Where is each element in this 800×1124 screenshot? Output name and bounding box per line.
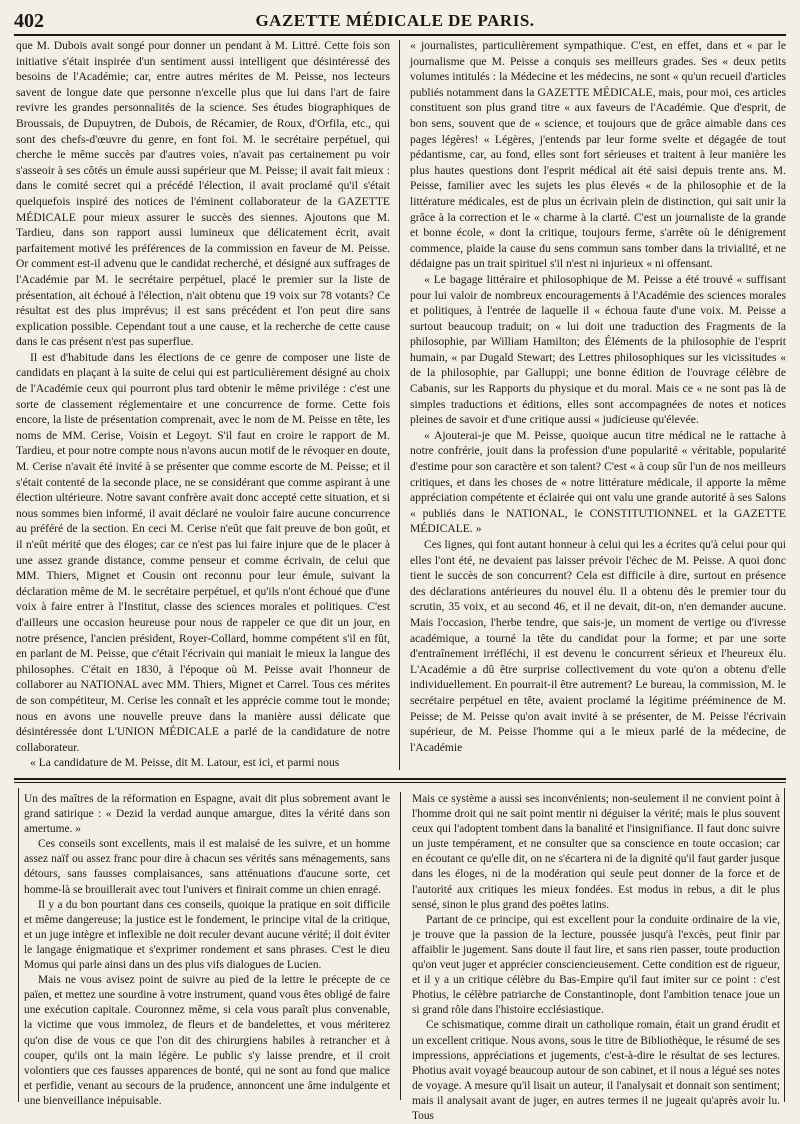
feuilleton-paragraph: Ce schismatique, comme dirait un catholique romain, était un grand érudit et un excellent critique. Nous avons, sous le titre de Bibliothèque, le résumé de ses impressions, appréciations et jugements, c'est-à-dire le résultat de ses lectures. Photius avait voyagé beaucoup autour de son cabinet, et il nous a légué ses notes de voyage. A mesure qu'il lisait un auteur, il l'analysait et donnait son sentiment; mais il analysait avant de juger, en autres termes il ne jugeait qu'après avoir lu. Tous: [412, 1019, 780, 1122]
page-header: [14, 8, 786, 36]
feuilleton-column-right: [412, 792, 780, 1122]
feuilleton-rule-thin: [14, 782, 786, 783]
feuilleton-rule: [14, 778, 786, 780]
article-paragraph: « journalistes, particulièrement sympathique. C'est, en effet, dans et « par le journalisme que M. Peisse a conquis ses meilleurs grades. Ses « deux petits volumes intitulés : la Médecine et les médecins, ne sont « qu'un recueil d'articles publiés notamment dans la GAZETTE MÉDICALE, mais, pour moi, ces articles constituent son plus grand titre « aux faveurs de l'Académie. Que d'esprit, de bon sens, souvent que de « science, et toujours que de grâce aimable dans ces pages légères! « Légères, j'entends par leur forme svelte et dégagée de tout pédantisme, car, au fond, elles sont fort sérieuses et traitent à leur manière les plus hautes questions dont l'esprit médical ait été saisi depuis trente ans. M. Peisse, familier avec les sujets les plus élevés « de la philosophie et de la littérature médicales, est de plus un écrivain plein de distinction, qui sait unir la grâce à la correction et le « charme à la clarté. C'est un journaliste de la grande et bonne école, « dont la critique, toujours ferme, s'arrête où le dénigrement commence, plaide la cause du sens commun sans tomber dans la trivialité, et ne dédaigne pas un trait spirituel s'il n'est ni injurieux « ni offensant.: [410, 39, 786, 271]
article-paragraph: « Ajouterai-je que M. Peisse, quoique aucun titre médical ne le rattache à notre confrérie, jouit dans la profession d'une popularité « véritable, popularité d'estime pour son caractère et son talent? C'est « à coup sûr l'un de nos meilleurs critiques, et dans les choses de « notre littérature médicale, il apporte la même appréciation compétente et éclairée qui ont valu une grande autorité à ses Salons « publiés dans le NATIONAL, le CONSTITUTIONNEL et la GAZETTE MÉDICALE. »: [410, 428, 786, 536]
journal-title: GAZETTE MÉDICALE DE PARIS.: [255, 11, 535, 30]
article-paragraph: « La candidature de M. Peisse, dit M. Latour, est ici, et parmi nous: [30, 756, 340, 770]
feuilleton-paragraph: Il y a du bon pourtant dans ces conseils, quoique la pratique en soit difficile et même dangereuse; la justice est le fondement, le principe vital de la critique, et un juge intègre et inflexible ne doit reculer devant aucune vérité; il doit éviter le langage énigmatique et s'exprimer rondement et sans phrases. C'est le dieu Momus qui parle ainsi dans un des plus vifs dialogues de Lucien.: [24, 898, 390, 972]
feuilleton-border-right: [784, 788, 785, 1102]
article-paragraph: « Le bagage littéraire et philosophique de M. Peisse a été trouvé « suffisant pour lui valoir de nombreux encouragements à l'Académie des sciences morales et politiques, à l'entrée de laquelle il « échoua faute d'une voix. M. Peisse a surtout beaucoup traduit; on « lui doit une traduction des Fragments de la philosophie, par William Hamilton; des Éléments de la philosophie de l'esprit humain, « par Dugald Stewart; des Lettres philosophiques sur les vicissitudes « de la philosophie, par Galluppi; une bonne édition de l'ouvrage célèbre de Cabanis, sur les Rapports du physique et du moral. Mais ce « ne sont pas là de simples traductions et éditions, elles sont accompagnées de notes et notices pleines de savoir et d'une critique aussi « judicieuse qu'élevée.: [410, 272, 786, 427]
page-number: 402: [14, 9, 44, 32]
article-column-left: [16, 38, 390, 772]
feuilleton-paragraph: Mais ne vous avisez point de suivre au pied de la lettre le précepte de ce païen, et mettez une sourdine à votre instrument, quand vous êtes obligé de faire une exécution capitale. Couronnez même, si cela vous paraît plus convenable, la victime que vous immolez, de fleurs et de bandelettes, et vous mériterez qu'on dise de vous ce que l'on dit des chirurgiens habiles à retrancher et à couper, qu'ils ont la main légère. Le public s'y laisse prendre, et il croit volontiers que ces fausses apparences de bonté, qui ne sont au fond que malice et perfidie, venant au secours de la prudence, annoncent une âme indulgente et une bienveillance inépuisable.: [24, 974, 390, 1107]
feuilleton-paragraph: Partant de ce principe, qui est excellent pour la conduite ordinaire de la vie, je trouve que la passion de la lecture, poussée jusqu'à l'excès, peut finir par affaiblir le jugement. Sans doute il faut lire, et sans rien passer, toute production qu'on veut juger et apprécier consciencieusement. Cette condition est de rigueur, et il y a un critique célèbre du Bas-Empire qu'il faut imiter sur ce point : c'est Photius, le célèbre patriarche de Constantinople, dont l'ambition tenace joue un si grand rôle dans l'histoire ecclésiastique.: [412, 913, 780, 1017]
article-paragraph: Il est d'habitude dans les élections de ce genre de composer une liste de candidats en plaçant à la suite de celui qui est particulièrement désigné au choix de l'Académie ceux qui pourront plus tard obtenir le même privilége : c'est une sorte de classement réglementaire et une concurrence de forme. Cette fois encore, la liste de présentation comprenait, avec le nom de M. Peisse en tête, les noms de MM. Cerise, Voisin et Legoyt. S'il faut en croire le rapport de M. Tardieu, et pour notre compte nous n'avons aucun motif de le révoquer en doute, M. Cerise n'avait été invité à se présenter que comme escorte de M. Peisse; et il s'était contenté de la seconde place, ne se considérant que comme aspirant à une élection ultérieure. Notre savant confrère avait donc accepté cette situation, et si nous sommes bien informé, il avait déclaré ne vouloir faire aucune concurrence au préféré de la section. En ceci M. Cerise n'eût que fait preuve de bon goût, et il n'eût mérité que des éloges; car ce n'est pas lui faire injure que de le placer à une assez grande distance, comme penseur et comme écrivain, de celui que MM. Thiers, Mignet et Cousin ont reconnu pour leur émule, suivant la déclaration même de M. le secrétaire perpétuel, et qu'ils n'ont échoué que d'une voix à faire entrer à l'Institut, classe des sciences morales et politiques. C'est d'ailleurs une occasion heureuse pour nous de rappeler ce que dit un jour, en notre présence, l'ancien président, Royer-Collard, homme compétent s'il en fût, en parlant de M. Peisse, que c'était l'écrivain qui maniait le mieux la langue des philosophes. C'était en 1830, à l'époque où M. Peisse avait l'honneur de collaborer au NATIONAL avec MM. Thiers, Mignet et Carrel. Tous ces mérites de son compétiteur, M. Cerise les connaît et les apprécie comme tout le monde; nous en avons une nouvelle preuve dans la manière aussi délicate que désintéressée dont L'UNION MÉDICALE a parlé de la candidature de notre collaborateur.: [16, 350, 390, 754]
article-paragraph: que M. Dubois avait songé pour donner un pendant à M. Littré. Cette fois son initiative s'était inspirée d'un sentiment aussi intelligent que désintéressé des besoins de l'Académie; car, entre autres mérites de M. Peisse, nos lecteurs savent de longue date que personne n'excelle plus que lui dans l'art de faire revivre les grandes personnalités de la science. Ses études biographiques de Broussais, de Dupuytren, de Dubois, de Récamier, de Roux, d'Orfila, etc., qui sont des chefs-d'œuvre du genre, en font foi. M. le secrétaire perpétuel, qui cherche le même succès par d'autres voies, n'avait pas certainement pu voir s'asseoir à ses côtés un émule aussi supérieur que M. Peisse; il avait fait mieux : dans le comité secret qui a précédé l'élection, il avait proclamé qu'il s'était quelquefois inspiré des notices de l'éminent collaborateur de la GAZETTE MÉDICALE pour mieux assurer le succès des siennes. Ajoutons que M. Tardieu, dans son rapport aussi lumineux que délicatement écrit, avait parfaitement motivé les préférences de la commission en faveur de M. Peisse. Or comment est-il advenu que le candidat recherché, et désigné aux suffrages de l'Académie par M. le secrétaire perpétuel, placé le premier sur la liste de présentation, ait échoué à l'élection, n'ait obtenu que 19 voix sur 78 votants? Ce résultat est des plus imprévus; il est sans précédent et l'on peut dire sans explication possible. Cependant tout a une cause, et la recherche de cette cause dans le cas présent n'est pas superflue.: [16, 39, 390, 349]
feuilleton-paragraph: Un des maîtres de la réformation en Espagne, avait dit plus sobrement avant le grand satirique : « Dezid la verdad aunque amargue, dites la vérité dans son amertume. »: [24, 793, 390, 836]
feuilleton-column-left: [24, 792, 390, 1107]
article-paragraph: Ces lignes, qui font autant honneur à celui qui les a écrites qu'à celui pour qui elles l'ont été, ne devaient pas laisser prévoir l'échec de M. Peisse. A quoi donc tient le succès de son concurrent? Cela est difficile à dire, surtout en présence des déclarations antérieures du nouvel élu. Il a obtenu dès le premier tour du scrutin, 35 voix, et au second 46, et il ne devait, dit-on, n'en demander aucune. Mais l'occasion, l'herbe tendre, que sais-je, un moment de vertige ou d'ivresse académique, a tourné la tête du candidat pour la forme; et par une sorte d'entraînement irréfléchi, il est devenu le concurrent sérieux et l'heureux élu. L'Académie a dû être surprise collectivement du vote qu'on a obtenu d'elle individuellement. En pourrait-il être autrement? Le bureau, la commission, M. le secrétaire perpétuel en tête, avaient proclamé la légitime prééminence de M. Peisse; de M. Peisse qu'on avait invité à se présenter, de M. Peisse l'écrivain supérieur, de M. Peisse l'homme qui a le mieux parlé de la médecine, de l'Académie: [410, 538, 786, 754]
feuilleton-paragraph: Mais ce système a aussi ses inconvénients; non-seulement il ne convient point à l'homme droit qui ne sait point mentir ni déguiser la vérité; mais le plus souvent ceux qui l'adoptent tombent dans la banalité et l'insignifiance. Il faut donc suivre un juste tempérament, et ne consulter que sa conscience en toute occasion; car en écoutant ce qu'elle dit, on ne s'écartera ni de la dignité qu'il faut garder jusque dans les éloges, ni de la modération qui seule peut donner de la force et de l'autorité aux critiques les mieux fondées. Est modus in rebus, a dit le plus sensé, sinon le plus grand des poëtes latins.: [412, 793, 780, 911]
feuilleton-border-left: [18, 788, 19, 1102]
feuilleton-column-divider: [400, 792, 401, 1100]
feuilleton-paragraph: Ces conseils sont excellents, mais il est malaisé de les suivre, et un homme assez naïf ou assez franc pour dire à chacun ses vérités sans ménagements, sans détours, sans fausses complaisances, sans atténuations d'aucune sorte, cet homme-là se brouillerait avec tout l'univers et finirait comme un chien enragé.: [24, 838, 390, 896]
article-column-right: [410, 38, 786, 772]
column-divider: [399, 40, 400, 770]
